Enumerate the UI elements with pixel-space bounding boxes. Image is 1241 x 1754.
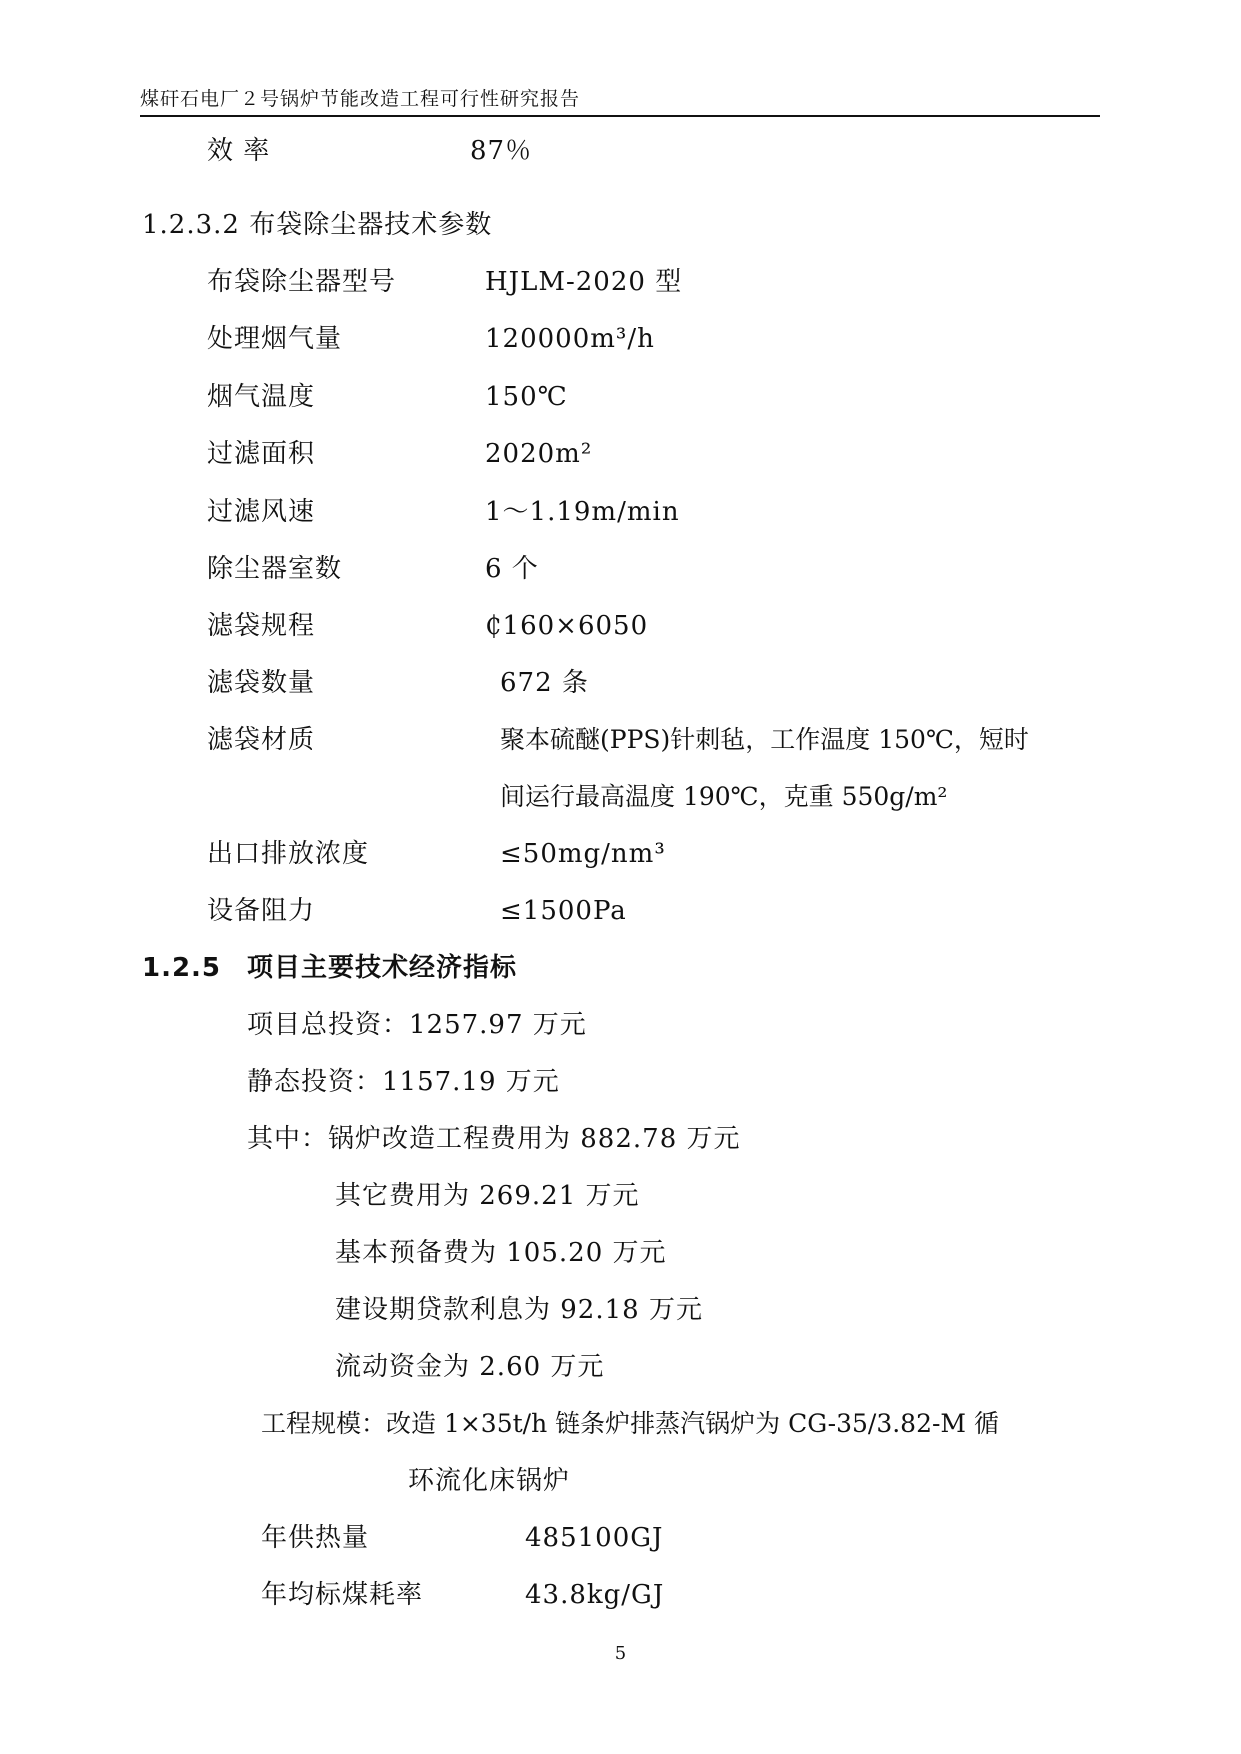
param-label: 出口排放浓度 [207,839,370,869]
breakdown-item: 建设期贷款利息为 92.18 万元 [335,1295,703,1325]
coal-rate-row [0,1578,1241,1612]
section-heading-125 [0,951,1241,985]
param-label: 处理烟气量 [207,324,343,354]
param-value: 聚本硫醚(PPS)针刺毡，工作温度 150℃，短时 [500,725,1029,754]
param-row [0,437,1241,471]
param-value: ₵160×6050 [485,611,649,641]
param-value: 120000m³/h [485,324,655,354]
param-value: 1～1.19m/min [485,497,680,527]
param-row [0,322,1241,356]
param-value-continuation: 间运行最高温度 190℃，克重 550g/m² [500,782,948,811]
param-value: ≤50mg/nm³ [500,839,666,869]
section-title: 项目主要技术经济指标 [247,953,518,983]
param-row [0,837,1241,871]
param-label: 过滤面积 [207,439,316,469]
coal-rate-label: 年均标煤耗率 [261,1580,424,1610]
page-header: 煤矸石电厂２号锅炉节能改造工程可行性研究报告 [140,88,581,110]
param-label: 滤袋数量 [207,668,316,698]
param-value: ≤1500Pa [500,896,627,926]
param-row [0,723,1241,757]
breakdown-item: 流动资金为 2.60 万元 [335,1352,605,1382]
param-label: 布袋除尘器型号 [207,267,397,297]
param-label: 滤袋材质 [207,725,316,755]
breakdown-item: 基本预备费为 105.20 万元 [335,1238,667,1268]
param-row [0,265,1241,299]
param-value: 672 条 [500,668,589,698]
breakdown-item: 其它费用为 269.21 万元 [335,1181,640,1211]
param-label: 除尘器室数 [207,554,343,584]
param-label: 烟气温度 [207,382,316,412]
annual-heat-value: 485100GJ [525,1523,664,1553]
project-scale-continuation: 环流化床锅炉 [408,1466,571,1496]
breakdown-item: 其中：锅炉改造工程费用为 882.78 万元 [247,1124,741,1154]
param-label: 过滤风速 [207,497,316,527]
efficiency-row [0,134,1241,168]
param-row [0,609,1241,643]
efficiency-value: 87％ [470,136,533,166]
efficiency-label: 效 率 [207,136,271,166]
section-heading-1232: 1.2.3.2 布袋除尘器技术参数 [142,210,493,240]
param-row-continuation [0,780,1241,814]
param-value: 2020m² [485,439,593,469]
project-scale: 工程规模：改造 1×35t/h 链条炉排蒸汽锅炉为 CG-35/3.82-M 循 [261,1409,999,1438]
coal-rate-value: 43.8kg/GJ [525,1580,665,1610]
param-value: HJLM-2020 型 [485,267,683,297]
annual-heat-label: 年供热量 [261,1523,370,1553]
total-investment: 项目总投资：1257.97 万元 [247,1010,587,1040]
static-investment: 静态投资：1157.19 万元 [247,1067,560,1097]
param-row [0,666,1241,700]
param-row [0,552,1241,586]
param-label: 设备阻力 [207,896,316,926]
param-value: 6 个 [485,554,539,584]
param-row [0,495,1241,529]
param-row [0,380,1241,414]
page-number: 5 [614,1643,627,1664]
section-number: 1.2.5 [142,953,222,983]
param-value: 150℃ [485,382,568,412]
header-rule [140,115,1100,117]
annual-heat-row [0,1521,1241,1555]
param-row [0,894,1241,928]
param-label: 滤袋规程 [207,611,316,641]
